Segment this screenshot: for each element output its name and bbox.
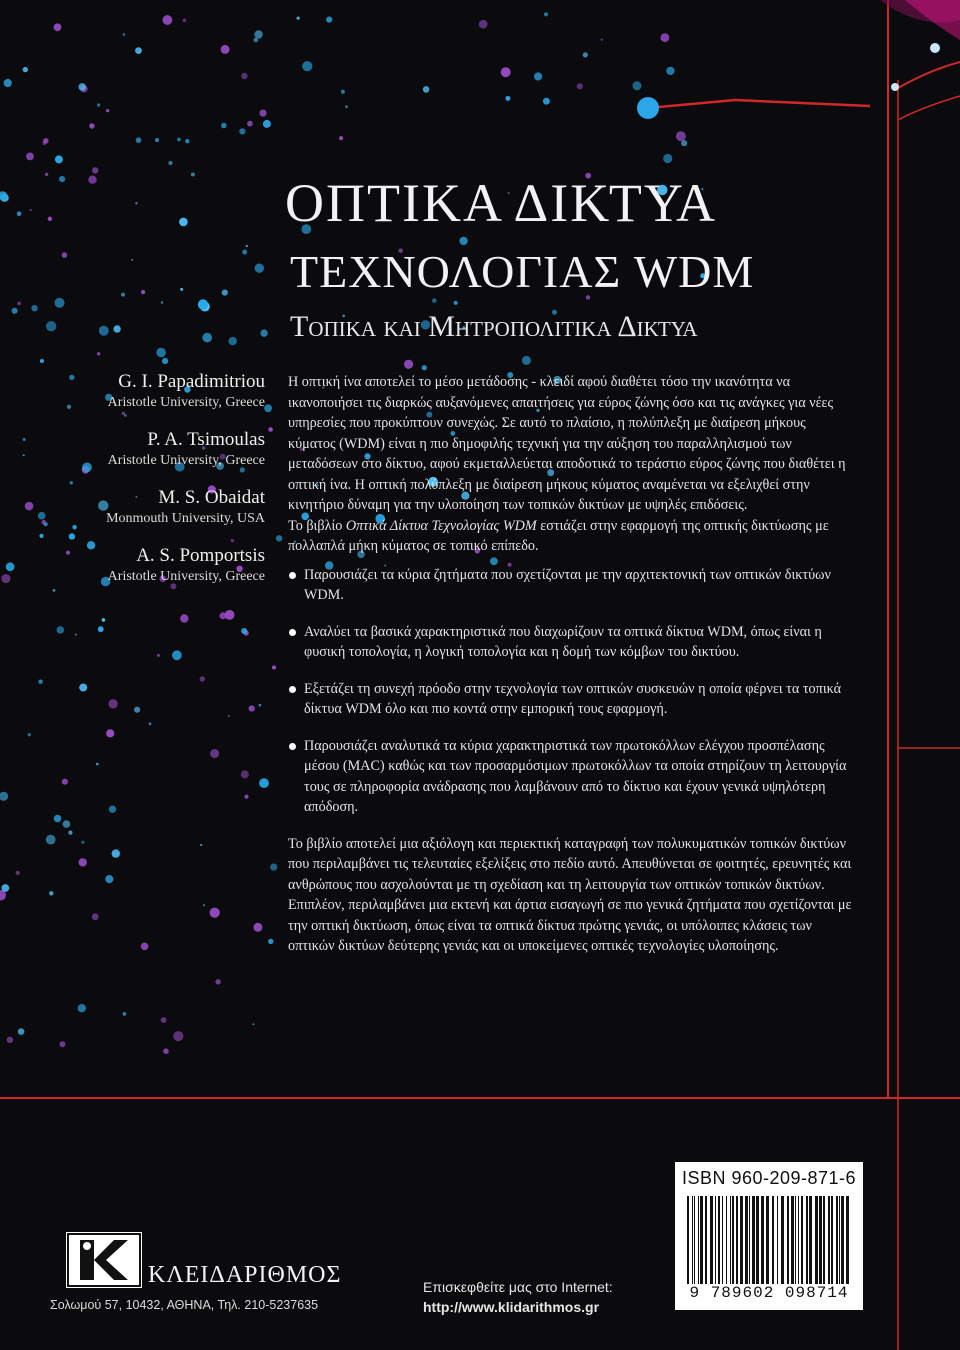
- author-list: [40, 370, 265, 602]
- isbn-label: ISBN 960-209-871-6: [681, 1168, 857, 1188]
- author-block: [40, 544, 265, 586]
- author-name: P. A. Tsimoulas: [147, 429, 265, 450]
- bullet-icon: [289, 686, 296, 693]
- book-title-italic: Οπτικά Δίκτυα Τεχνολογίας WDM: [345, 517, 537, 534]
- focus-suffix: εστιάζει στην εφαρμογή της οπτικής δικτύωσης με πολλαπλά μήκη κύματος σε τοπικό επίπεδο.: [288, 517, 829, 554]
- website-info: [423, 1277, 613, 1317]
- author-name: G. I. Papadimitriou: [118, 371, 265, 392]
- author-affiliation: Aristotle University, Greece: [107, 395, 265, 410]
- bullet-icon: [289, 629, 296, 636]
- bullet-icon: [289, 743, 296, 750]
- subtitle: Τοπικα και Μητροπολιτικα Δικτυα: [290, 310, 698, 343]
- author-affiliation: Monmouth University, USA: [106, 511, 265, 526]
- list-item-text: Αναλύει τα βασικά χαρακτηριστικά που διαχωρίζουν τα οπτικά δίκτυα WDM, όπως είναι η φυσική τοπολογία, η λογική τοπολογία και η δομή των κόμβων του δικτύου.: [304, 623, 822, 660]
- author-block: [40, 486, 265, 528]
- author-name: A. S. Pomportsis: [136, 545, 265, 566]
- list-item: [288, 565, 853, 606]
- website-link[interactable]: http://www.klidarithmos.gr: [423, 1299, 600, 1315]
- title-line-2: ΤΕΧΝΟΛΟΓΙΑΣ WDM: [290, 246, 755, 297]
- list-item: [288, 679, 853, 720]
- list-item: [288, 736, 853, 818]
- list-item: [288, 622, 853, 663]
- barcode-icon: [683, 1196, 855, 1286]
- focus-paragraph: [288, 516, 853, 557]
- list-item-text: Παρουσιάζει τα κύρια ζητήματα που σχετίζονται με την αρχιτεκτονική των οπτικών δικτύων WDM.: [304, 566, 831, 603]
- bullet-icon: [289, 572, 296, 579]
- isbn-barcode-box: [675, 1162, 863, 1310]
- author-name: M. S. Obaidat: [158, 487, 265, 508]
- top-right-glow: [637, 0, 960, 119]
- focus-prefix: Το βιβλίο: [288, 517, 346, 534]
- author-affiliation: Aristotle University, Greece: [107, 569, 265, 584]
- author-affiliation: Aristotle University, Greece: [107, 453, 265, 468]
- publisher-name: ΚΛΕΙΔΑΡΙΘΜΟΣ: [148, 1262, 342, 1288]
- website-label: Επισκεφθείτε μας στο Internet:: [423, 1279, 613, 1295]
- key-logo-icon: [66, 1232, 142, 1288]
- description-text: [288, 372, 853, 957]
- title-line-1: ΟΠΤΙΚΑ ΔΙΚΤΥΑ: [285, 173, 717, 233]
- isbn-digits: 9 789602 098714: [689, 1284, 849, 1302]
- list-item-text: Παρουσιάζει αναλυτικά τα κύρια χαρακτηριστικά των πρωτοκόλλων ελέγχου προσπέλασης μέσου (MAC) καθώς και των προσαρμόσιμων πρωτοκόλλων τα οποία στηρίζουν τη λειτουργία τους σε πληροφορία ανάδρασης που λαμβάνουν από το δίκτυο και έχουν γενικά υψηλότερη απόδοση.: [304, 737, 847, 815]
- list-item-text: Εξετάζει τη συνεχή πρόοδο στην τεχνολογία των οπτικών συσκευών η οποία φέρνει τα τοπικά δίκτυα WDM όλο και πιο κοντά στην εμπορική τους εφαρμογή.: [304, 680, 842, 717]
- author-block: [40, 370, 265, 412]
- intro-paragraph: Η οπτική ίνα αποτελεί το μέσο μετάδοσης - κλειδί αφού διαθέτει τόσο την ικανότητα να ικανοποιήσει τις διαρκώς αυξανόμενες απαιτήσεις για εύρος ζώνης όσο και τις ανάγκες για νέες υπηρεσίες που προκύπτουν συνεχώς. Σε αυτό το πλαίσιο, η πολύπλεξη με διαίρεση μήκους κύματος (WDM) είναι η πιο δημοφιλής τεχνική για την αύξηση του παραλληλισμού των μεταδόσεων στο δίκτυο, αφού εκμεταλλεύεται αποδοτικά το τεράστιο εύρος ζώνης που διαθέτει η οπτική ίνα. Η οπτική πολύπλεξη με διαίρεση μήκους κύματος αναμένεται να εξελιχθεί στην κινητήριο δύναμη για την υλοποίηση των τοπικών δικτύων με υψηλές επιδόσεις.: [288, 374, 846, 513]
- author-block: [40, 428, 265, 470]
- closing-paragraph: Το βιβλίο αποτελεί μια αξιόλογη και περιεκτική καταγραφή των πολυκυματικών τοπικών δικτύων που περιλαμβάνει τις τελευταίες εξελίξεις στο πεδίο αυτό. Απευθύνεται σε φοιτητές, ερευνητές και ανθρώπους που ασχολούνται με τη σχεδίαση και τη λειτουργία των οπτικών τοπικών δικτύων. Επιπλέον, περιλαμβάνει μια εκτενή και άρτια εισαγωγή σε πιο γενικά ζητήματα που σχετίζονται με την οπτική δικτύωση, όπως είναι τα οπτικά δίκτυα πρώτης γενιάς, οι υπόλοιπες κλάσεις των οπτικών δικτύων δεύτερης γενιάς και οι υποκείμενες οπτικές τεχνολογίες υλοποίησης.: [288, 835, 852, 954]
- feature-list: [288, 565, 853, 818]
- publisher-logo: [66, 1232, 366, 1292]
- publisher-address: Σολωμού 57, 10432, ΑΘΗΝΑ, Τηλ. 210-5237635: [50, 1298, 319, 1312]
